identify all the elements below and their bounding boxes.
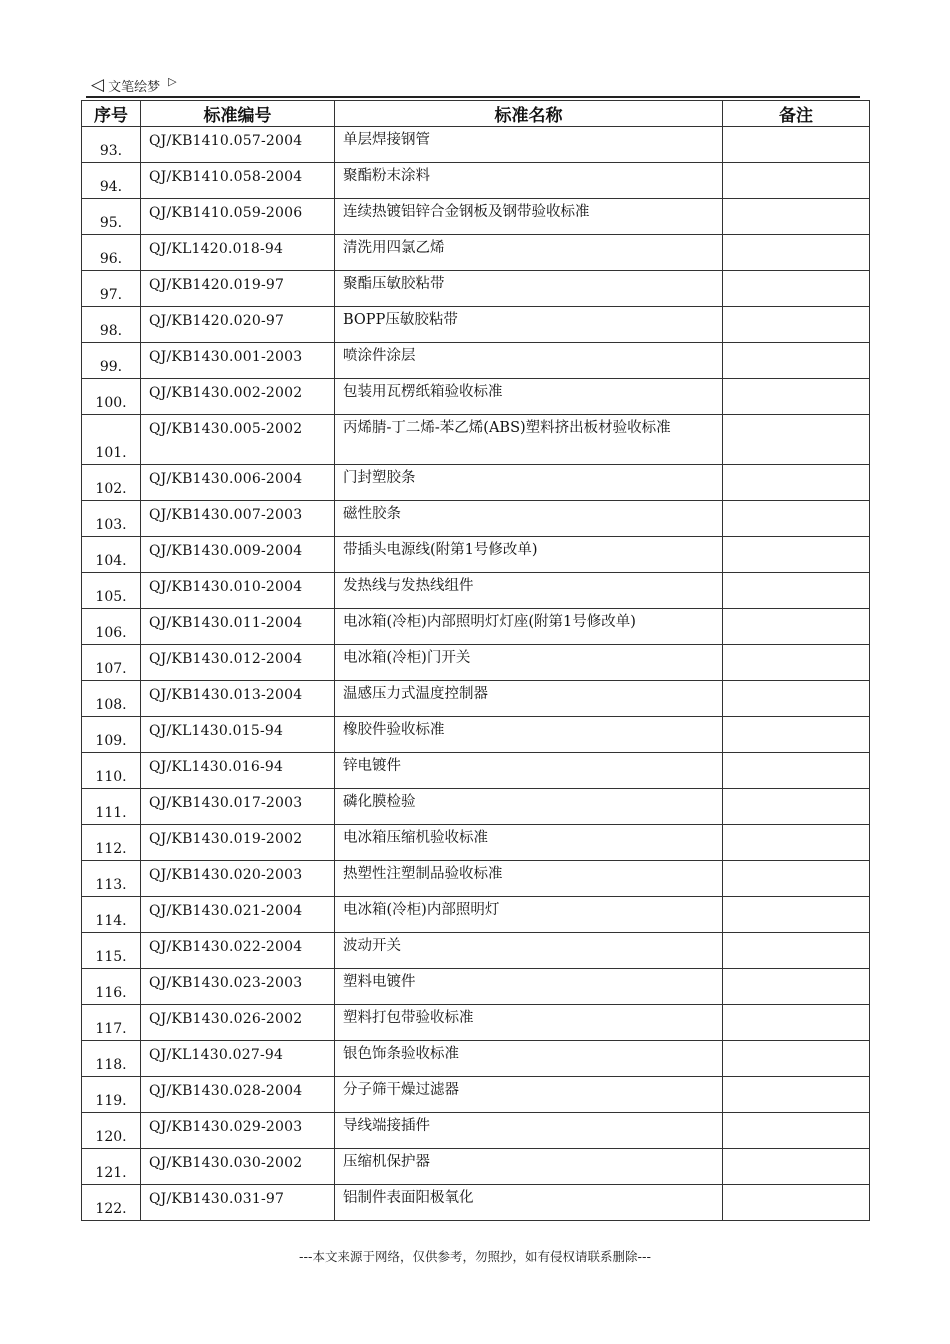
- row-note: [723, 163, 870, 199]
- row-seq: 94.: [82, 163, 141, 199]
- row-seq: 113.: [82, 861, 141, 897]
- table-row: [82, 969, 870, 1005]
- row-name: 聚酯压敏胶粘带: [335, 271, 723, 307]
- column-header-note: 备注: [723, 101, 870, 127]
- row-seq: 96.: [82, 235, 141, 271]
- row-code: QJ/KB1430.002-2002: [141, 379, 335, 415]
- row-seq: 112.: [82, 825, 141, 861]
- row-name: 喷涂件涂层: [335, 343, 723, 379]
- table-row: [82, 789, 870, 825]
- row-seq: 102.: [82, 465, 141, 501]
- row-code: QJ/KB1430.001-2003: [141, 343, 335, 379]
- row-seq: 118.: [82, 1041, 141, 1077]
- table-row: [82, 573, 870, 609]
- row-code: QJ/KB1430.022-2004: [141, 933, 335, 969]
- row-code: QJ/KB1430.020-2003: [141, 861, 335, 897]
- table-row: [82, 861, 870, 897]
- table-row: [82, 1149, 870, 1185]
- row-note: [723, 897, 870, 933]
- row-seq: 108.: [82, 681, 141, 717]
- row-name: 电冰箱(冷柜)门开关: [335, 645, 723, 681]
- row-code: QJ/KB1410.058-2004: [141, 163, 335, 199]
- row-name: 铝制件表面阳极氧化: [335, 1185, 723, 1221]
- row-code: QJ/KB1430.013-2004: [141, 681, 335, 717]
- row-name: 聚酯粉末涂料: [335, 163, 723, 199]
- table-row: [82, 465, 870, 501]
- row-note: [723, 933, 870, 969]
- table-row: [82, 609, 870, 645]
- row-seq: 101.: [82, 415, 141, 465]
- table-row: [82, 1077, 870, 1113]
- row-note: [723, 861, 870, 897]
- row-note: [723, 681, 870, 717]
- row-name: 电冰箱压缩机验收标准: [335, 825, 723, 861]
- row-note: [723, 307, 870, 343]
- column-header-code: 标准编号: [141, 101, 335, 127]
- row-name: 发热线与发热线组件: [335, 573, 723, 609]
- row-note: [723, 1005, 870, 1041]
- table-row: [82, 717, 870, 753]
- row-code: QJ/KB1430.029-2003: [141, 1113, 335, 1149]
- row-note: [723, 825, 870, 861]
- table-row: [82, 1113, 870, 1149]
- standards-table: [81, 100, 870, 1221]
- row-seq: 103.: [82, 501, 141, 537]
- row-seq: 114.: [82, 897, 141, 933]
- row-note: [723, 1149, 870, 1185]
- row-note: [723, 573, 870, 609]
- row-name: 磁性胶条: [335, 501, 723, 537]
- row-note: [723, 645, 870, 681]
- table-row: [82, 379, 870, 415]
- triangle-right-icon: ▷: [168, 74, 177, 88]
- row-note: [723, 415, 870, 465]
- row-code: QJ/KB1410.057-2004: [141, 127, 335, 163]
- table-row: [82, 753, 870, 789]
- table-row: [82, 415, 870, 465]
- table-row: [82, 825, 870, 861]
- row-code: QJ/KB1430.019-2002: [141, 825, 335, 861]
- column-header-seq: 序号: [82, 101, 141, 127]
- row-code: QJ/KB1430.005-2002: [141, 415, 335, 465]
- row-code: QJ/KB1430.011-2004: [141, 609, 335, 645]
- table-row: [82, 645, 870, 681]
- table-row: [82, 1005, 870, 1041]
- row-seq: 104.: [82, 537, 141, 573]
- row-note: [723, 501, 870, 537]
- row-seq: 107.: [82, 645, 141, 681]
- row-name: 电冰箱(冷柜)内部照明灯: [335, 897, 723, 933]
- row-name: 温感压力式温度控制器: [335, 681, 723, 717]
- row-name: 包装用瓦楞纸箱验收标准: [335, 379, 723, 415]
- header-mark: [91, 74, 177, 96]
- header-rule: [86, 96, 860, 98]
- table-row: [82, 681, 870, 717]
- row-seq: 93.: [82, 127, 141, 163]
- row-seq: 119.: [82, 1077, 141, 1113]
- row-code: QJ/KL1420.018-94: [141, 235, 335, 271]
- row-code: QJ/KL1430.015-94: [141, 717, 335, 753]
- row-seq: 100.: [82, 379, 141, 415]
- row-note: [723, 753, 870, 789]
- row-code: QJ/KB1430.012-2004: [141, 645, 335, 681]
- row-code: QJ/KB1430.031-97: [141, 1185, 335, 1221]
- row-note: [723, 717, 870, 753]
- row-seq: 121.: [82, 1149, 141, 1185]
- row-seq: 115.: [82, 933, 141, 969]
- row-name: 带插头电源线(附第1号修改单): [335, 537, 723, 573]
- row-note: [723, 271, 870, 307]
- row-code: QJ/KB1420.020-97: [141, 307, 335, 343]
- row-seq: 99.: [82, 343, 141, 379]
- row-seq: 106.: [82, 609, 141, 645]
- row-seq: 109.: [82, 717, 141, 753]
- table-row: [82, 933, 870, 969]
- row-name: 热塑性注塑制品验收标准: [335, 861, 723, 897]
- table-row: [82, 501, 870, 537]
- row-seq: 122.: [82, 1185, 141, 1221]
- row-code: QJ/KB1420.019-97: [141, 271, 335, 307]
- row-name: 磷化膜检验: [335, 789, 723, 825]
- row-seq: 110.: [82, 753, 141, 789]
- table-row: [82, 537, 870, 573]
- row-seq: 117.: [82, 1005, 141, 1041]
- row-code: QJ/KB1430.030-2002: [141, 1149, 335, 1185]
- footer-disclaimer: ---本文来源于网络，仅供参考，勿照抄，如有侵权请联系删除---: [298, 1249, 652, 1264]
- table-body: [82, 127, 870, 1221]
- row-note: [723, 465, 870, 501]
- row-name: 波动开关: [335, 933, 723, 969]
- table-row: [82, 1185, 870, 1221]
- row-code: QJ/KL1430.027-94: [141, 1041, 335, 1077]
- row-name: 丙烯腈-丁二烯-苯乙烯(ABS)塑料挤出板材验收标准: [335, 415, 723, 465]
- row-seq: 120.: [82, 1113, 141, 1149]
- triangle-left-icon: ◁: [91, 74, 105, 95]
- row-code: QJ/KL1430.016-94: [141, 753, 335, 789]
- table-row: [82, 163, 870, 199]
- row-name: 清洗用四氯乙烯: [335, 235, 723, 271]
- row-note: [723, 379, 870, 415]
- table-row: [82, 271, 870, 307]
- row-note: [723, 1041, 870, 1077]
- table-row: [82, 897, 870, 933]
- table-header-row: [82, 101, 870, 127]
- table-row: [82, 235, 870, 271]
- row-name: 分子筛干燥过滤器: [335, 1077, 723, 1113]
- row-seq: 105.: [82, 573, 141, 609]
- row-name: 电冰箱(冷柜)内部照明灯灯座(附第1号修改单): [335, 609, 723, 645]
- row-seq: 98.: [82, 307, 141, 343]
- row-name: 塑料电镀件: [335, 969, 723, 1005]
- table-row: [82, 1041, 870, 1077]
- row-code: QJ/KB1430.006-2004: [141, 465, 335, 501]
- row-note: [723, 235, 870, 271]
- row-name: 银色饰条验收标准: [335, 1041, 723, 1077]
- row-seq: 111.: [82, 789, 141, 825]
- header-mark-text: 文笔绘梦: [108, 79, 161, 95]
- row-note: [723, 609, 870, 645]
- row-note: [723, 537, 870, 573]
- row-code: QJ/KB1430.028-2004: [141, 1077, 335, 1113]
- row-seq: 95.: [82, 199, 141, 235]
- row-note: [723, 1185, 870, 1221]
- row-code: QJ/KB1430.023-2003: [141, 969, 335, 1005]
- row-note: [723, 199, 870, 235]
- row-name: 压缩机保护器: [335, 1149, 723, 1185]
- row-name: 橡胶件验收标准: [335, 717, 723, 753]
- row-note: [723, 343, 870, 379]
- table-row: [82, 343, 870, 379]
- row-code: QJ/KB1430.010-2004: [141, 573, 335, 609]
- row-code: QJ/KB1430.021-2004: [141, 897, 335, 933]
- column-header-name: 标准名称: [335, 101, 723, 127]
- row-name: 塑料打包带验收标准: [335, 1005, 723, 1041]
- row-name: 锌电镀件: [335, 753, 723, 789]
- row-code: QJ/KB1410.059-2006: [141, 199, 335, 235]
- row-note: [723, 1113, 870, 1149]
- table-row: [82, 199, 870, 235]
- row-name: 连续热镀铝锌合金钢板及钢带验收标准: [335, 199, 723, 235]
- row-code: QJ/KB1430.017-2003: [141, 789, 335, 825]
- table-row: [82, 307, 870, 343]
- table-row: [82, 127, 870, 163]
- row-note: [723, 1077, 870, 1113]
- row-name: 导线端接插件: [335, 1113, 723, 1149]
- row-name: 门封塑胶条: [335, 465, 723, 501]
- row-seq: 97.: [82, 271, 141, 307]
- row-note: [723, 127, 870, 163]
- row-name: 单层焊接钢管: [335, 127, 723, 163]
- row-code: QJ/KB1430.026-2002: [141, 1005, 335, 1041]
- row-name: BOPP压敏胶粘带: [335, 307, 723, 343]
- row-note: [723, 969, 870, 1005]
- row-note: [723, 789, 870, 825]
- row-code: QJ/KB1430.009-2004: [141, 537, 335, 573]
- row-code: QJ/KB1430.007-2003: [141, 501, 335, 537]
- row-seq: 116.: [82, 969, 141, 1005]
